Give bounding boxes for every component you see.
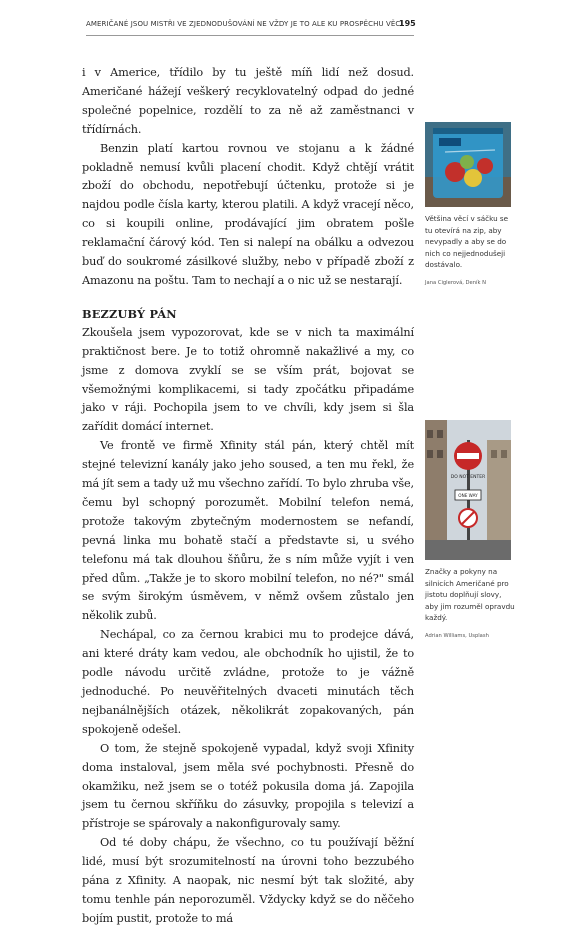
street-signs-photo-icon [425,420,511,560]
paragraph-3: Zkoušela jsem vypozorovat, kde se v nich ta maximální praktičnost bere. Je to totiž ohromně nakažlivé a my, co jsme z domova zvyklí se se vším prát, bojovat se všemožnými komplikacemi, si tady zpočátku připadáme jako v ráji. Pochopila jsem to ve chvíli, kdy jsem si šla zařídit domácí internet. [82,325,414,434]
figure-1-credit: Jana Ciglerová, Deník N [425,279,487,286]
page-header [0,0,566,46]
figure-1-caption: Většina věcí v sáčku se tu otevírá na zip, aby nevypadly a aby se do nich co nejjednodušeji dostávalo. [425,214,509,270]
paragraph-7: Od té doby chápu, že všechno, co tu používají běžní lidé, musí být srozumitelností na úrovni toho bezzubého pána z Xfinity. A naopak, nic nesmí být tak složité, aby tomu tenhle pán neporozuměl. Vždycky když se do něčeho bojím pustit, protože to má [82,836,414,925]
paragraph-4: Ve frontě ve firmě Xfinity stál pán, který chtěl mít stejné televizní kanály jako jeho soused, a ten mu řekl, že má jít sem a tady už mu všechno zařídí. To bylo zhruba vše, čemu byl schopný porozumět. Mobilní telefon nemá, protože takovým zbytečným modernostem se nefandí, pevná linka mu bohatě stačí a představte si, u svého telefonu má tak dlouhou šňůru, že s ním může vyjít i ven před dům. „Takže je to skoro mobilní telefon, no né?" smál se svým širokým úsměvem, v němž ovšem zůstalo jen několik zubů. [82,439,414,623]
sign-text-1: DO NOT ENTER [450,475,486,480]
running-head: AMERIČANÉ JSOU MISTŘI VE ZJEDNODUŠOVÁNÍ NE VŽDY JE TO ALE KU PROSPĚCHU VĚCI [86,20,403,28]
figure-2 [425,420,515,639]
header-divider [86,35,414,36]
paragraph-2: Benzin platí kartou rovnou ve stojanu a k žádné pokladně nemusí kvůli placení chodit. Když chtějí vrátit zboží do obchodu, nepotřebují účtenku, protože si je najdou podle čísla karty, kterou platili. A když vracejí něco, co si koupili online, prodávající jim obratem pošle reklamační čárový kód. Ten si nalepí na obálku a odvezou buď do soukromé zásilkové služby, nebo v případě zboží z Amazonu na poštu. Tam to nechají a o nic už se nestarají. [82,141,414,287]
paragraph-5: Nechápal, co za černou krabici mu to prodejce dává, ani které dráty kam vedou, ale obchodník ho ujistil, že to podle návodu určitě zvládne, protože to je vážně jednoduché. Po neuvěřitelných dvaceti minutách těch nejbanálnějších otázek, několikrát zopakovaných, pán spokojeně odešel. [82,628,414,736]
figure-1 [425,122,515,286]
main-text-column [82,64,414,929]
page-number: 195 [399,19,416,28]
zip-bag-photo-icon [425,122,511,207]
paragraph-1: i v Americe, třídilo by tu ještě míň lidí než dosud. Američané hážejí veškerý recyklovatelný odpad do jedné společné popelnice, rozdělí to za ně až zaměstnanci v třídírnách. [82,66,414,136]
figure-2-credit: Adrian Williams, Usplash [425,632,489,639]
section-heading: BEZZUBÝ PÁN [82,306,177,321]
figure-2-caption: Značky a pokyny na silnicích Američané pro jistotu doplňují slovy, aby jim rozuměl opravdu každý. [425,567,515,623]
paragraph-6: O tom, že stejně spokojeně vypadal, když svoji Xfinity doma instaloval, jsem měla své pochybnosti. Přesně do okamžiku, než jsem se o totéž pokusila doma já. Zapojila jsem tu černou skříňku do zásuvky, propojila s televizí a přístroje se spárovaly a nakonfigurovaly samy. [82,741,414,831]
sign-text-2: ONE WAY [458,493,478,498]
